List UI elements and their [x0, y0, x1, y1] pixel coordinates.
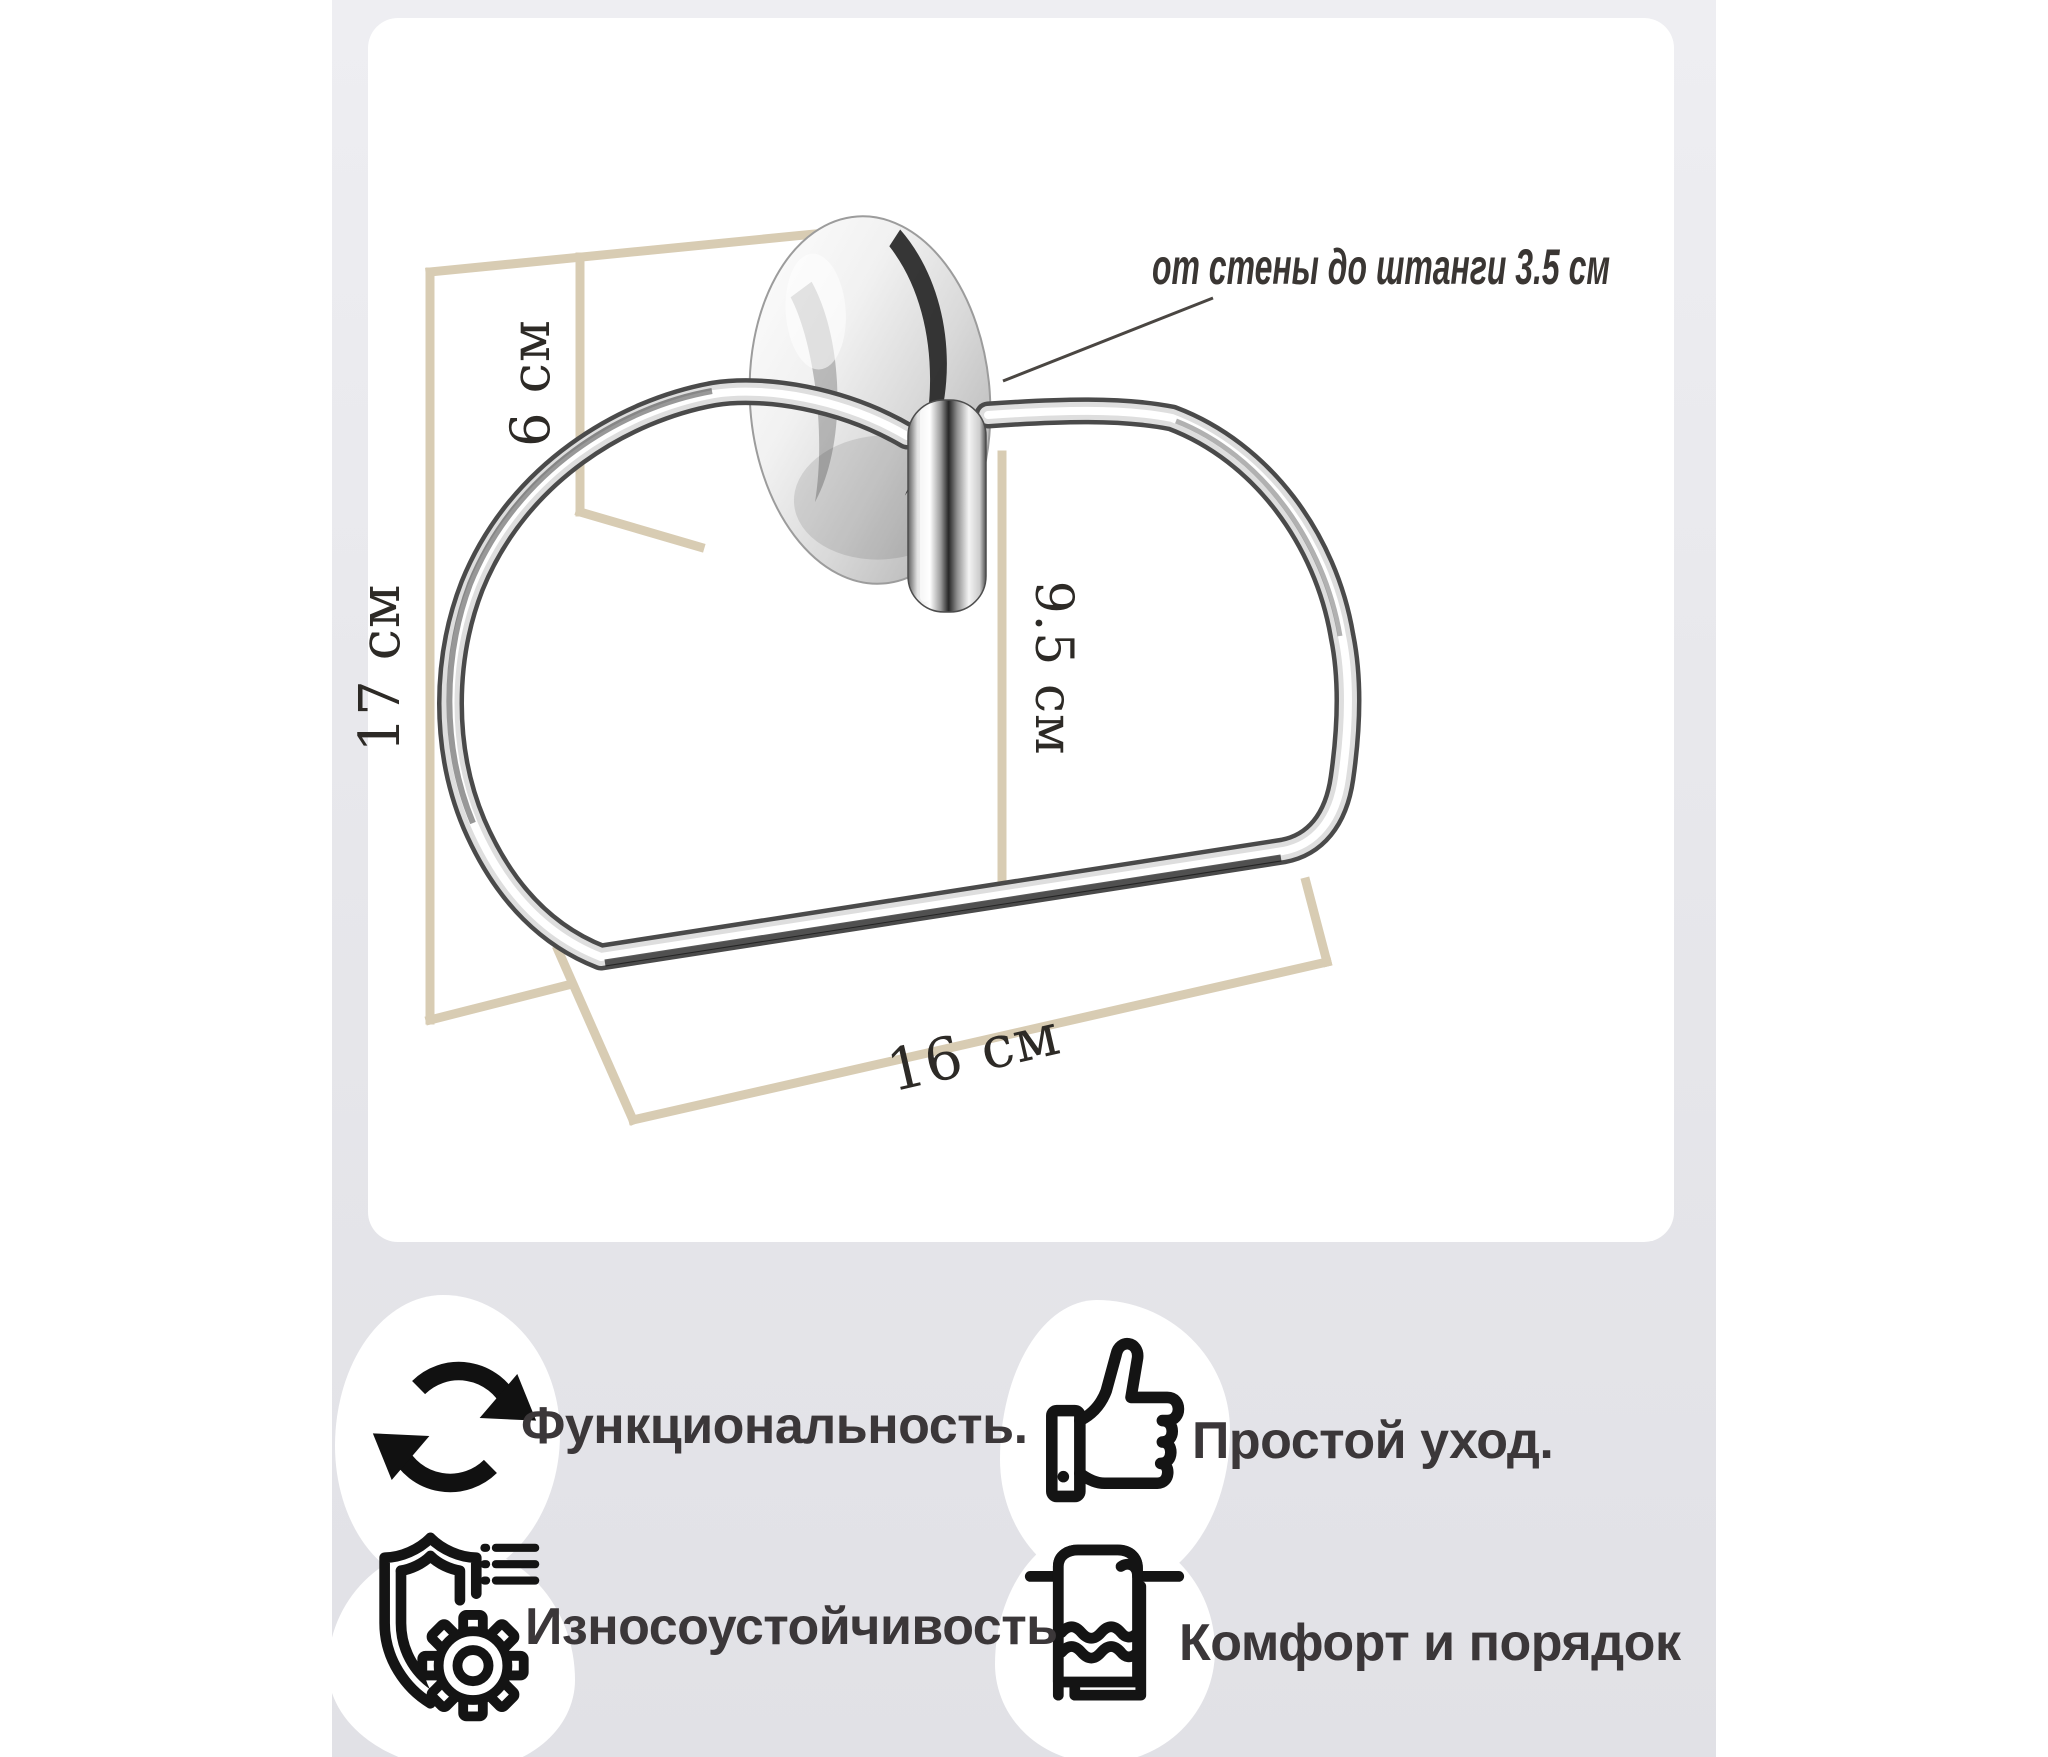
wall-bottom-edge-line: [430, 984, 572, 1020]
thumbs-up-icon: [1032, 1318, 1197, 1533]
dim-label-ring-height: 9.5 см: [1023, 580, 1083, 756]
feature-label-comfort: Комфорт и порядок: [1179, 1614, 1681, 1672]
shield-gear-icon: [365, 1528, 545, 1728]
width-16-left-riser: [558, 950, 633, 1120]
annotation-leader-line: [1003, 298, 1213, 381]
annotation-wall-to-rod: от стены до штанги 3.5 см: [1152, 239, 1610, 295]
rod-holder-post: [908, 400, 986, 612]
feature-label-durability: Износоустойчивость: [525, 1598, 1058, 1656]
dim-label-width: 16 см: [880, 999, 1067, 1106]
feature-label-easy-care: Простой уход.: [1192, 1412, 1554, 1470]
dim-label-plate-height: 6 см: [499, 319, 562, 447]
dim-label-height-total: 17 см: [348, 583, 413, 753]
sync-icon: [362, 1322, 547, 1532]
feature-label-functionality: Функциональность.: [521, 1397, 1028, 1455]
plate-box-bottom-line: [580, 512, 700, 547]
width-16-right-riser: [1306, 882, 1327, 962]
